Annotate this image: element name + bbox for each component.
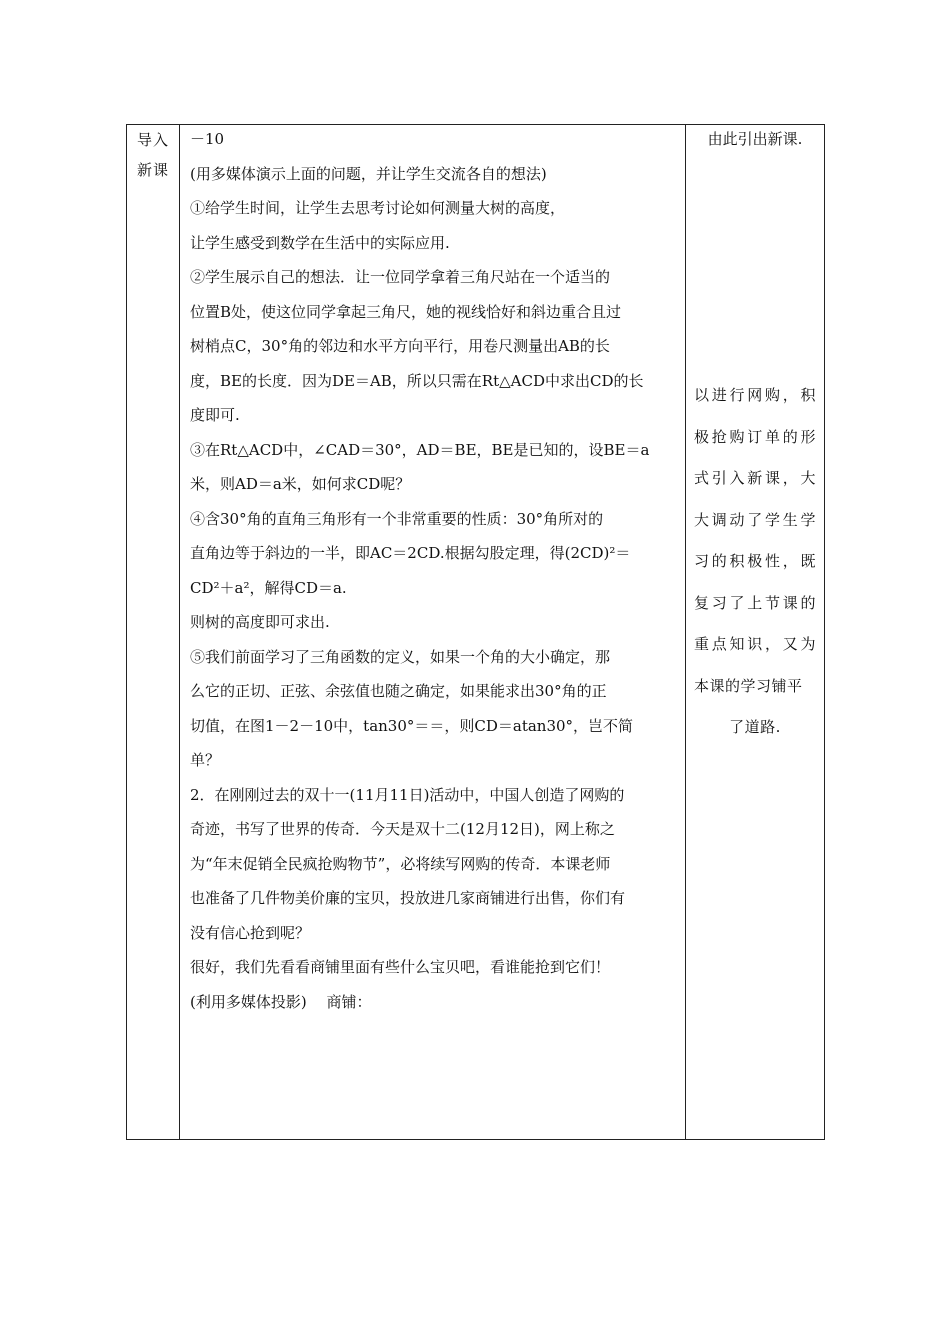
content-line: 么它的正切、正弦、余弦值也随之确定，如果能求出30°角的正 xyxy=(190,682,607,700)
content-line: ④含30°角的直角三角形有一个非常重要的性质：30°角所对的 xyxy=(190,509,604,528)
content-line: (用多媒体演示上面的问题，并让学生交流各自的想法) xyxy=(190,164,547,183)
content-line: 很好，我们先看看商铺里面有些什么宝贝吧，看谁能抢到它们！ xyxy=(190,958,611,976)
content-line: 则树的高度即可求出. xyxy=(190,613,330,631)
content-line: 奇迹，书写了世界的传奇．今天是双十二(12月12日)，网上称之 xyxy=(190,820,615,838)
content-line: －10 xyxy=(190,130,225,148)
content-line: 为“年末促销全民疯抢购物节”，必将续写网购的传奇．本课老师 xyxy=(190,854,611,873)
content-line: CD²＋a²，解得CD＝a. xyxy=(190,578,347,597)
note-cell xyxy=(686,125,825,1140)
lesson-table xyxy=(126,124,825,1140)
content-line: ②学生展示自己的想法．让一位同学拿着三角尺站在一个适当的 xyxy=(190,268,611,286)
content-line: (利用多媒体投影) 商铺： xyxy=(190,992,372,1011)
stage-label-2: 新课 xyxy=(136,161,169,179)
content-line: ⑤我们前面学习了三角函数的定义，如果一个角的大小确定，那 xyxy=(190,647,611,666)
content-line: 让学生感受到数学在生活中的实际应用. xyxy=(190,233,450,252)
content-cell xyxy=(180,125,686,1140)
note-body xyxy=(694,375,816,749)
content-line: ③在Rt△ACD中，∠CAD＝30°，AD＝BE，BE是已知的，设BE＝a xyxy=(190,440,650,459)
content-line: ①给学生时间，让学生去思考讨论如何测量大树的高度， xyxy=(190,199,566,217)
content-line: 米，则AD＝a米，如何求CD呢？ xyxy=(190,475,411,493)
content-line: 直角边等于斜边的一半，即AC＝2CD.根据勾股定理，得(2CD)²＝ xyxy=(190,544,631,562)
content-line: 切值，在图1－2－10中，tan30°＝＝，则CD＝atan30°，岂不简 xyxy=(190,716,634,735)
content-line: 度，BE的长度．因为DE＝AB，所以只需在Rt△ACD中求出CD的长 xyxy=(190,371,644,390)
content-line: 位置B处，使这位同学拿起三角尺，她的视线恰好和斜边重合且过 xyxy=(190,302,622,321)
content-line: 树梢点C，30°角的邻边和水平方向平行，用卷尺测量出AB的长 xyxy=(190,337,610,355)
content-line: 也准备了几件物美价廉的宝贝，投放进几家商铺进行出售，你们有 xyxy=(190,889,626,907)
content-line: 度即可. xyxy=(190,406,240,424)
note-body-text: 以进行网购，积极抢购订单的形式引入新课，大大调动了学生学习的积极性，既复习了上节课的重点知识，又为本课的学习铺平 xyxy=(694,386,816,695)
content-line: 单？ xyxy=(190,751,221,769)
stage-label-1: 导入 xyxy=(136,131,169,149)
note-last: 了道路. xyxy=(729,718,781,736)
content-line: 2．在刚刚过去的双十一(11月11日)活动中，中国人创造了网购的 xyxy=(190,785,625,804)
stage-cell xyxy=(127,125,180,1140)
note-first: 由此引出新课. xyxy=(707,130,803,148)
content-line: 没有信心抢到呢？ xyxy=(190,923,311,942)
